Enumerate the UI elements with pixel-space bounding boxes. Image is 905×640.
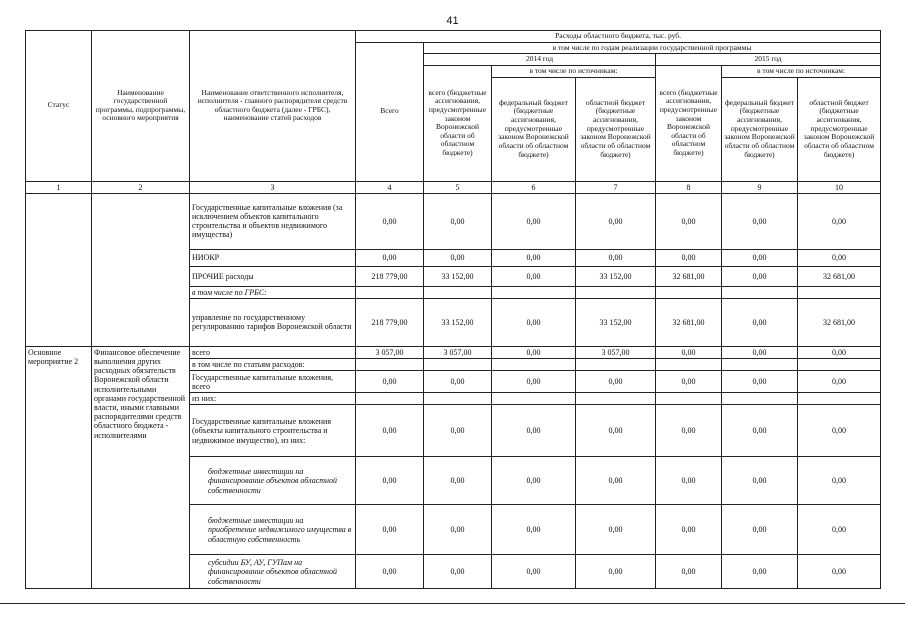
cell-2015-all: 0,00 (656, 405, 722, 457)
cell-2014-regional: 33 152,00 (576, 266, 656, 286)
empty-cell (576, 359, 656, 371)
empty-cell (492, 359, 576, 371)
col-num: 3 (190, 181, 356, 193)
cell-2014-all: 0,00 (424, 457, 492, 505)
cell-2014-all: 0,00 (424, 371, 492, 393)
header-program-name: Наименование государственной программы, подпрограммы, основного мероприятия (92, 31, 190, 182)
row-label: НИОКР (190, 249, 356, 266)
empty-cell (656, 393, 722, 405)
cell-2015-all: 0,00 (656, 555, 722, 589)
cell-2014-all: 0,00 (424, 555, 492, 589)
empty-cell (656, 286, 722, 298)
row-label: бюджетные инвестиции на приобретение недвижимого имущества в областную собственность (190, 505, 356, 555)
cell-total: 0,00 (356, 555, 424, 589)
page-bottom-rule (0, 603, 905, 604)
table-row (26, 193, 881, 249)
budget-expenses-table (25, 30, 881, 589)
cell-2014-regional: 0,00 (576, 555, 656, 589)
cell-2014-federal: 0,00 (492, 298, 576, 346)
col-num: 8 (656, 181, 722, 193)
header-executor-name: Наименование ответственного исполнителя, исполнителя - главного распорядителя средств областного бюджета (далее - ГРБС), наименование статей расходов (190, 31, 356, 182)
col-num: 4 (356, 181, 424, 193)
empty-cell (492, 393, 576, 405)
row-label: Государственные капитальные вложения (объекты капитального строительства и недвижимое имущество), из них: (190, 405, 356, 457)
header-2014-all: всего (бюджетные ассигнования, предусмотренные законом Воронежской области об областном бюджете) (424, 65, 492, 181)
cell-2015-regional: 0,00 (798, 457, 881, 505)
cell-2015-federal: 0,00 (722, 405, 798, 457)
cell-total: 218 779,00 (356, 298, 424, 346)
row-label: бюджетные инвестиции на финансирование объектов областной собственности (190, 457, 356, 505)
col-num: 7 (576, 181, 656, 193)
empty-cell (424, 286, 492, 298)
cell-2014-federal: 0,00 (492, 193, 576, 249)
page-number: 41 (446, 15, 459, 27)
cell-2015-all: 0,00 (656, 193, 722, 249)
cell-2015-regional: 0,00 (798, 405, 881, 457)
cell-2015-all: 0,00 (656, 249, 722, 266)
cell-2014-federal: 0,00 (492, 457, 576, 505)
cell-2015-regional: 0,00 (798, 555, 881, 589)
empty-cell (356, 359, 424, 371)
empty-cell (798, 286, 881, 298)
cell-2015-federal: 0,00 (722, 555, 798, 589)
cell-2014-all: 33 152,00 (424, 298, 492, 346)
cell-2014-all: 33 152,00 (424, 266, 492, 286)
col-num: 9 (722, 181, 798, 193)
col-num: 1 (26, 181, 92, 193)
cell-2015-federal: 0,00 (722, 249, 798, 266)
cell-2015-federal: 0,00 (722, 346, 798, 358)
cell-2014-regional: 0,00 (576, 505, 656, 555)
cell-total: 0,00 (356, 505, 424, 555)
row-label: управление по государственному регулированию тарифов Воронежской области (190, 298, 356, 346)
row-label: Государственные капитальные вложения (за исключением объектов капитального строительства и объектов недвижимого имущества) (190, 193, 356, 249)
col-num: 10 (798, 181, 881, 193)
row-label: всего (190, 346, 356, 358)
row-label: в том числе по статьям расходов: (190, 359, 356, 371)
cell-2014-federal: 0,00 (492, 371, 576, 393)
cell-2014-regional: 0,00 (576, 457, 656, 505)
empty-cell (424, 359, 492, 371)
cell-2014-all: 0,00 (424, 249, 492, 266)
cell-2014-regional: 33 152,00 (576, 298, 656, 346)
cell-2014-all: 0,00 (424, 505, 492, 555)
cell-total: 0,00 (356, 457, 424, 505)
row-label: Государственные капитальные вложения, всего (190, 371, 356, 393)
cell-2014-federal: 0,00 (492, 346, 576, 358)
cell-2015-all: 0,00 (656, 505, 722, 555)
header-year-2015: 2015 год (656, 54, 881, 66)
cell-2015-federal: 0,00 (722, 505, 798, 555)
empty-cell (356, 393, 424, 405)
cell-2015-all: 0,00 (656, 371, 722, 393)
header-status: Статус (26, 31, 92, 182)
header-expenses-title: Расходы областного бюджета, тыс. руб. (356, 31, 881, 43)
header-2015-regional: областной бюджет (бюджетные ассигнования, предусмотренные законом Воронежской области об областном бюджете) (798, 77, 881, 181)
empty-cell (576, 286, 656, 298)
program-cell: Финансовое обеспечение выполнения других расходных обязательств Воронежской области исполнительными органами государственной власти, иными главными распорядителями средств областного бюджета - исполнителями (92, 346, 190, 589)
empty-cell (576, 393, 656, 405)
cell-total: 0,00 (356, 193, 424, 249)
empty-program-cell (92, 193, 190, 346)
cell-2014-regional: 0,00 (576, 193, 656, 249)
cell-total: 218 779,00 (356, 266, 424, 286)
empty-cell (722, 393, 798, 405)
cell-2015-regional: 32 681,00 (798, 298, 881, 346)
cell-2015-regional: 32 681,00 (798, 266, 881, 286)
row-label: ПРОЧИЕ расходы (190, 266, 356, 286)
col-num: 5 (424, 181, 492, 193)
cell-2015-federal: 0,00 (722, 298, 798, 346)
header-2015-federal: федеральный бюджет (бюджетные ассигнования, предусмотренные законом Воронежской области об областном бюджете) (722, 77, 798, 181)
row-label: в том числе по ГРБС: (190, 286, 356, 298)
cell-total: 0,00 (356, 249, 424, 266)
cell-2015-all: 0,00 (656, 346, 722, 358)
cell-2015-all: 0,00 (656, 457, 722, 505)
empty-cell (722, 359, 798, 371)
cell-2015-all: 32 681,00 (656, 298, 722, 346)
empty-cell (798, 393, 881, 405)
cell-2015-regional: 0,00 (798, 249, 881, 266)
cell-total: 3 057,00 (356, 346, 424, 358)
header-2015-all: всего (бюджетные ассигнования, предусмотренные законом Воронежской области об областном бюджете) (656, 65, 722, 181)
header-by-years: в том числе по годам реализации государственной программы (424, 42, 881, 54)
status-cell: Основное мероприятие 2 (26, 346, 92, 589)
header-2014-federal: федеральный бюджет (бюджетные ассигнования, предусмотренные законом Воронежской области об областном бюджете) (492, 77, 576, 181)
cell-2014-federal: 0,00 (492, 249, 576, 266)
cell-2014-regional: 0,00 (576, 249, 656, 266)
cell-2014-federal: 0,00 (492, 405, 576, 457)
cell-2014-federal: 0,00 (492, 555, 576, 589)
empty-cell (356, 286, 424, 298)
cell-2014-federal: 0,00 (492, 266, 576, 286)
cell-2015-federal: 0,00 (722, 457, 798, 505)
empty-status-cell (26, 193, 92, 346)
cell-2015-federal: 0,00 (722, 371, 798, 393)
cell-2015-federal: 0,00 (722, 193, 798, 249)
col-num: 2 (92, 181, 190, 193)
cell-2014-regional: 3 057,00 (576, 346, 656, 358)
cell-2014-all: 0,00 (424, 405, 492, 457)
cell-2015-regional: 0,00 (798, 371, 881, 393)
cell-total: 0,00 (356, 371, 424, 393)
cell-2014-federal: 0,00 (492, 505, 576, 555)
cell-2014-all: 0,00 (424, 193, 492, 249)
empty-cell (798, 359, 881, 371)
cell-2015-all: 32 681,00 (656, 266, 722, 286)
header-year-2014: 2014 год (424, 54, 656, 66)
cell-2015-federal: 0,00 (722, 266, 798, 286)
cell-2015-regional: 0,00 (798, 505, 881, 555)
header-total: Всего (356, 42, 424, 181)
cell-2015-regional: 0,00 (798, 346, 881, 358)
cell-2014-all: 3 057,00 (424, 346, 492, 358)
header-2014-sources: в том числе по источникам: (492, 65, 656, 77)
header-2015-sources: в том числе по источникам: (722, 65, 881, 77)
cell-2014-regional: 0,00 (576, 371, 656, 393)
table-row (26, 346, 881, 358)
row-label: из них: (190, 393, 356, 405)
column-number-row (26, 181, 881, 193)
empty-cell (492, 286, 576, 298)
cell-2015-regional: 0,00 (798, 193, 881, 249)
row-label: субсидии БУ, АУ, ГУПам на финансирование объектов областной собственности (190, 555, 356, 589)
empty-cell (656, 359, 722, 371)
empty-cell (424, 393, 492, 405)
col-num: 6 (492, 181, 576, 193)
header-2014-regional: областной бюджет (бюджетные ассигнования, предусмотренные законом Воронежской области об областном бюджете) (576, 77, 656, 181)
cell-2014-regional: 0,00 (576, 405, 656, 457)
empty-cell (722, 286, 798, 298)
cell-total: 0,00 (356, 405, 424, 457)
